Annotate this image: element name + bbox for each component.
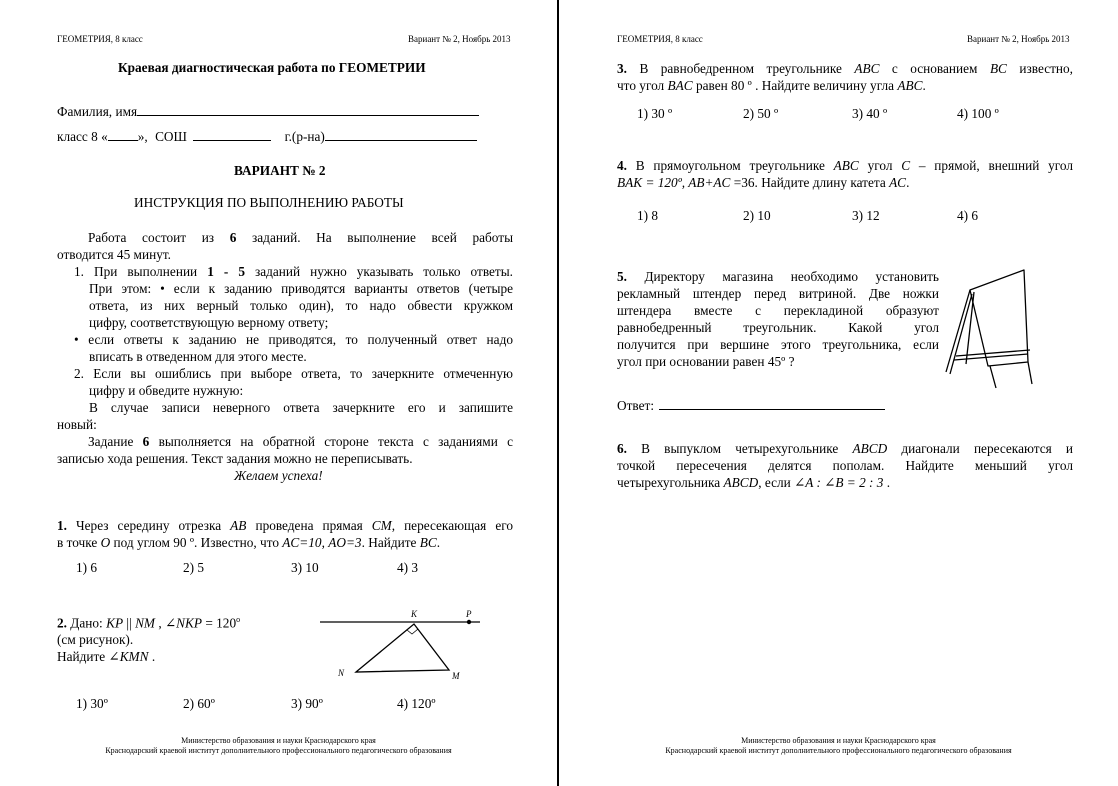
class-line bbox=[57, 128, 477, 146]
footer bbox=[0, 736, 557, 755]
q2-answer-2[interactable]: 2) 60º bbox=[183, 696, 215, 711]
page-right bbox=[559, 0, 1118, 786]
stand-leg-back-right bbox=[1028, 362, 1032, 384]
q2-figure bbox=[318, 603, 488, 683]
q1-answer-4[interactable]: 4) 3 bbox=[397, 560, 419, 575]
footer-line-2: Краснодарский краевой институт дополнительного профессионального педагогического образования bbox=[105, 745, 452, 755]
footer-line-1: Министерство образования и науки Краснодарского края bbox=[181, 736, 376, 745]
q5-line-6: угол при основании равен 45º ? bbox=[617, 354, 795, 369]
q4-line-2: BAK = 120º, AB+AC =36. Найдите длину катета AC. bbox=[617, 175, 910, 190]
q1-answers bbox=[0, 560, 557, 577]
city-label: г.(р-на) bbox=[284, 129, 325, 144]
label-n: N bbox=[338, 668, 345, 678]
triangle-kmn bbox=[356, 624, 449, 672]
q3-answer-4[interactable]: 4) 100 º bbox=[957, 106, 999, 121]
instr-line-14: записью хода решения. Текст задания можно не переписывать. bbox=[57, 451, 413, 466]
footer-line-2: Краснодарский краевой институт дополнительного профессионального педагогического образования bbox=[665, 745, 1012, 755]
school-label: СОШ bbox=[155, 129, 187, 144]
city-field[interactable] bbox=[325, 128, 477, 141]
q1-line-2: в точке O под углом 90 º. Известно, что AC=10, AO=3. Найдите BC. bbox=[57, 535, 441, 550]
label-p: P bbox=[466, 609, 472, 619]
stand-leg-back bbox=[990, 366, 996, 388]
instr-line-2: отводится 45 минут. bbox=[57, 247, 171, 262]
q3-answer-2[interactable]: 2) 50 º bbox=[743, 106, 779, 121]
q2-answer-4[interactable]: 4) 120º bbox=[397, 696, 436, 711]
class-mid: », bbox=[137, 129, 148, 144]
q5-line-5: получится при вершине этого треугольника, если bbox=[617, 337, 939, 352]
header-left: ГЕОМЕТРИЯ, 8 класс bbox=[617, 34, 703, 44]
instr-line-3: 1. При выполнении 1 - 5 заданий нужно указывать только ответы. bbox=[74, 264, 513, 279]
q3-line-2: что угол BAC равен 80 º . Найдите величину угла ABC. bbox=[617, 78, 926, 93]
footer-line-1: Министерство образования и науки Краснодарского края bbox=[741, 736, 936, 745]
q5-line-3: штендера вместе с перекладиной образуют bbox=[617, 303, 939, 318]
q5-answer-line bbox=[617, 397, 885, 415]
q3-answer-1[interactable]: 1) 30 º bbox=[637, 106, 673, 121]
surname-line bbox=[57, 103, 479, 121]
q6-line-2: точкой пересечения делятся пополам. Найдите меньший угол bbox=[617, 458, 1073, 473]
q1-answer-2[interactable]: 2) 5 bbox=[183, 560, 205, 575]
instr-line-13: Задание 6 выполняется на обратной стороне текста с заданиями с bbox=[88, 434, 513, 449]
instr-line-7: • если ответы к заданию не приводятся, то полученный ответ надо bbox=[74, 332, 513, 347]
label-m: M bbox=[452, 671, 460, 681]
page-title: Краевая диагностическая работа по ГЕОМЕТРИИ bbox=[118, 60, 426, 75]
surname-field[interactable] bbox=[137, 103, 479, 116]
right-angle-mark bbox=[407, 629, 418, 634]
q6-line-1: 6. В выпуклом четырехугольнике ABCD диагонали пересекаются и bbox=[617, 441, 1073, 456]
instr-line-9: 2. Если вы ошиблись при выборе ответа, то зачеркните отмеченную bbox=[74, 366, 513, 381]
instr-line-12: новый: bbox=[57, 417, 97, 432]
q4-answer-2[interactable]: 2) 10 bbox=[743, 208, 771, 223]
q3-line-1: 3. В равнобедренном треугольнике ABC с основанием BC известно, bbox=[617, 61, 1073, 76]
label-k: K bbox=[411, 609, 418, 619]
instr-line-11: В случае записи неверного ответа зачеркните его и запишите bbox=[89, 400, 513, 415]
page-left bbox=[0, 0, 557, 786]
q4-line-1: 4. В прямоугольном треугольнике ABC угол C – прямой, внешний угол bbox=[617, 158, 1074, 173]
q4-answer-4[interactable]: 4) 6 bbox=[957, 208, 979, 223]
footer bbox=[559, 736, 1118, 755]
instr-line-1: Работа состоит из 6 заданий. На выполнение всей работы bbox=[88, 230, 513, 245]
header-left: ГЕОМЕТРИЯ, 8 класс bbox=[57, 34, 143, 44]
point-p bbox=[467, 620, 471, 624]
variant-heading: ВАРИАНТ № 2 bbox=[234, 163, 326, 178]
q2-answer-1[interactable]: 1) 30º bbox=[76, 696, 108, 711]
q5-line-2: рекламный штендер перед витриной. Две ножки bbox=[617, 286, 939, 301]
header-right: Вариант № 2, Ноябрь 2013 bbox=[967, 34, 1070, 44]
q2-answer-3[interactable]: 3) 90º bbox=[291, 696, 323, 711]
wish-text: Желаем успеха! bbox=[234, 468, 323, 483]
q4-answer-3[interactable]: 3) 12 bbox=[852, 208, 880, 223]
surname-label: Фамилия, имя bbox=[57, 104, 138, 119]
q6-line-3: четырехугольника ABCD, если ∠A : ∠B = 2 : 3 . bbox=[617, 475, 891, 490]
q5-line-4: равнобедренный треугольник. Какой угол bbox=[617, 320, 939, 335]
instr-line-4: При этом: • если к заданию приводятся варианты ответов (четыре bbox=[89, 281, 513, 296]
q2-line-1: 2. Дано: KP || NM , ∠NKP = $120^o$ bbox=[57, 615, 241, 631]
q3-answers bbox=[559, 106, 1118, 123]
class-label: класс 8 « bbox=[57, 129, 108, 144]
instruction-title: ИНСТРУКЦИЯ ПО ВЫПОЛНЕНИЮ РАБОТЫ bbox=[134, 195, 404, 210]
q1-answer-1[interactable]: 1) 6 bbox=[76, 560, 98, 575]
q3-answer-3[interactable]: 3) 40 º bbox=[852, 106, 888, 121]
q1-answer-3[interactable]: 3) 10 bbox=[291, 560, 319, 575]
instr-line-5: ответа, из них верный только один), то надо обвести кружком bbox=[89, 298, 513, 313]
instr-line-6: цифру, соответствующую верному ответу; bbox=[89, 315, 329, 330]
q2-line-3: Найдите ∠KMN . bbox=[57, 649, 156, 664]
header-right: Вариант № 2, Ноябрь 2013 bbox=[408, 34, 511, 44]
q4-answer-1[interactable]: 1) 8 bbox=[637, 208, 659, 223]
class-field[interactable] bbox=[108, 128, 138, 141]
q4-answers bbox=[559, 208, 1118, 225]
q5-line-1: 5. Директору магазина необходимо установить bbox=[617, 269, 939, 284]
q1-line-1: 1. Через середину отрезка AB проведена прямая CM, пересекающая его bbox=[57, 518, 513, 533]
q2-line-2: (см рисунок). bbox=[57, 632, 134, 647]
school-field[interactable] bbox=[193, 128, 271, 141]
q5-answer-field[interactable] bbox=[659, 397, 885, 410]
q2-answers bbox=[0, 696, 557, 713]
instr-line-10: цифру и обведите нужную: bbox=[89, 383, 244, 398]
instr-line-8: вписать в отведенном для этого месте. bbox=[89, 349, 307, 364]
stand-board bbox=[970, 270, 1028, 366]
q5-answer-label: Ответ: bbox=[617, 398, 655, 413]
q5-stand-figure bbox=[944, 268, 1036, 390]
